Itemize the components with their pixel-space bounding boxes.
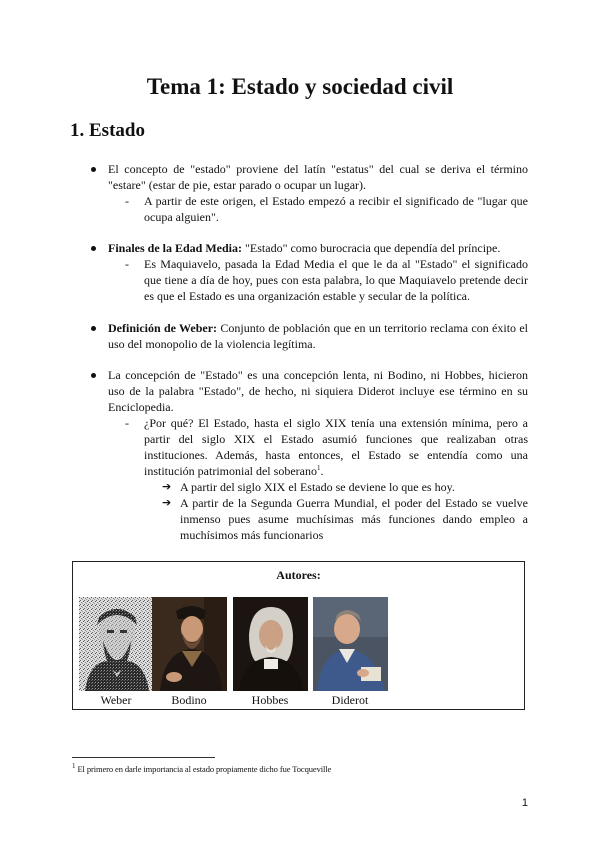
authors-box	[72, 561, 525, 710]
dash-icon: -	[125, 257, 129, 271]
hobbes-portrait-image	[233, 597, 308, 691]
list-item	[91, 320, 528, 352]
dash-icon: -	[125, 416, 129, 430]
footnote-divider	[72, 757, 215, 758]
weber-portrait-image	[79, 597, 154, 691]
bullet-text: Conjunto de población que en un territorio reclama con éxito el uso del monopolio de la violencia legítima.	[108, 321, 528, 351]
portrait-caption: Diderot	[331, 693, 369, 707]
section-heading: 1. Estado	[70, 120, 145, 141]
arrow-right-icon: ➔	[162, 496, 172, 509]
bullet-term: Finales de la Edad Media:	[108, 241, 243, 255]
footnote-reference[interactable]: 1	[316, 464, 321, 472]
arrow-right-icon: ➔	[162, 480, 172, 493]
bullet-block-edad-media	[91, 240, 528, 304]
portrait-caption: Hobbes	[251, 693, 289, 707]
list-item	[91, 240, 528, 256]
page-title: Tema 1: Estado y sociedad civil	[146, 74, 454, 99]
footnote-mark: 1	[72, 762, 76, 771]
diderot-portrait-image	[313, 597, 388, 691]
bullet-icon	[91, 246, 96, 251]
sub-list-item	[91, 256, 528, 304]
list-item	[91, 161, 528, 193]
sub-list-item	[91, 193, 528, 225]
bullet-block-weber	[91, 320, 528, 352]
arrow-item-text: A partir del siglo XIX el Estado se deviene lo que es hoy.	[180, 480, 455, 494]
arrow-item-text: A partir de la Segunda Guerra Mundial, el poder del Estado se vuelve inmenso pues asume muchísimas más funciones dando empleo a muchísimos más funcionarios	[180, 496, 528, 542]
bullet-block-concepcion	[91, 367, 528, 543]
portrait-caption: Bodino	[171, 693, 207, 707]
footnote-text: El primero en darle importancia al estado propiamente dicho fue Tocqueville	[77, 764, 332, 774]
authors-title: Autores:	[276, 568, 321, 582]
arrow-list-item	[91, 479, 528, 495]
dash-icon: -	[125, 194, 129, 208]
bullet-text: El concepto de "estado" proviene del latín "estatus" del cual se deriva el término "estare" (estar de pie, estar parado o ocupar un lugar).	[108, 162, 528, 192]
arrow-list-item	[91, 495, 528, 543]
footnote	[72, 764, 331, 774]
sub-item-text: ¿Por qué? El Estado, hasta el siglo XIX tenía una extensión mínima, pero a partir del siglo XIX el Estado asumió funciones que realizaban otras instituciones. Además, hasta entonces, el Estado se entendía como una institución patrimonial del soberano	[144, 416, 528, 478]
bullet-term: Definición de Weber:	[108, 321, 218, 335]
portrait-caption: Weber	[100, 693, 132, 707]
list-item	[91, 367, 528, 415]
bullet-icon	[91, 373, 96, 378]
sub-list-item: - ¿Por qué? El Estado, hasta el siglo XIX tenía una extensión mínima, pero a partir del siglo XIX el Estado asumió funciones que realizaban otras instituciones. Además, hasta entonces, el Estado se entendía como una institución patrimonial del soberano$^1$.	[125, 416, 528, 478]
bullet-icon	[91, 326, 96, 331]
bullet-block-origin	[91, 161, 528, 225]
page-number: 1	[521, 797, 528, 809]
bullet-icon	[91, 167, 96, 172]
sub-item-text: Es Maquiavelo, pasada la Edad Media el que le da al "Estado" el significado que tiene a día de hoy, pues con esta palabra, lo que Maquiavelo pretende decir es que el Estado es una organización estable y secular de la política.	[144, 257, 528, 303]
bullet-text: "Estado" como burocracia que dependía del príncipe.	[242, 241, 501, 255]
sub-item-text: A partir de este origen, el Estado empezó a recibir el significado de "lugar que ocupa alguien".	[144, 194, 528, 224]
bullet-text: La concepción de "Estado" es una concepción lenta, ni Bodino, ni Hobbes, hicieron uso de la palabra "Estado", de hecho, ni siquiera Diderot incluye ese término en su Enciclopedia.	[108, 368, 528, 414]
bodino-portrait-image	[152, 597, 227, 691]
